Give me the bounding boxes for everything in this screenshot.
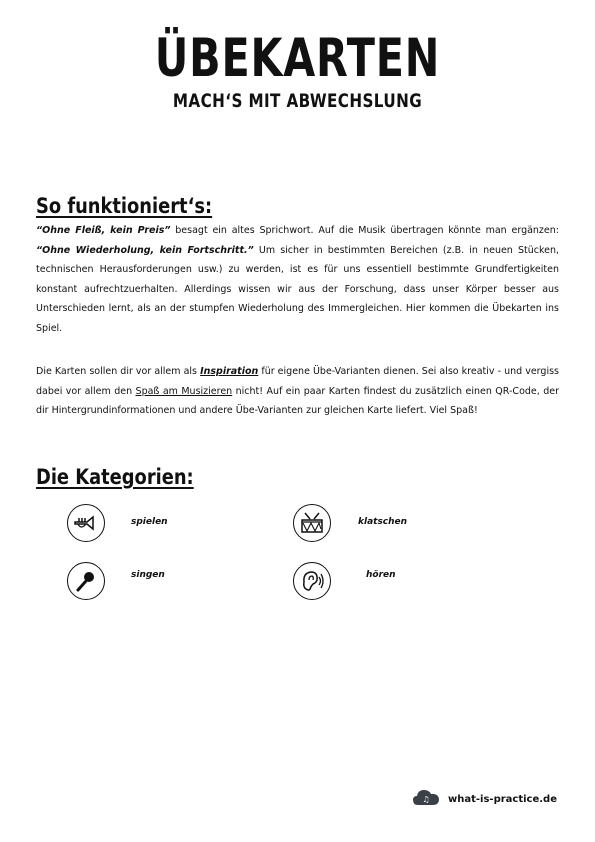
category-label-spielen: spielen	[131, 517, 168, 527]
cloud-music-icon	[412, 788, 440, 811]
inspiration-emphasis: Inspiration	[200, 366, 259, 377]
ear-icon	[293, 562, 331, 600]
intro-paragraph-1	[36, 221, 559, 338]
paragraph-text: nicht! Auf ein paar Karten findest du zusätzlich einen QR-Code, der dir Hintergrundinformationen und andere Übe-Varianten zur gleichen Karte liefert. Viel Spaß!	[36, 385, 559, 416]
svg-text:♫: ♫	[422, 795, 430, 804]
microphone-icon	[67, 562, 105, 600]
footer	[412, 788, 557, 811]
intro-paragraph-2	[36, 362, 559, 421]
category-label-singen: singen	[131, 570, 165, 580]
section-heading-how-it-works: So funktioniert‘s:	[36, 194, 213, 218]
section-heading-categories: Die Kategorien:	[36, 465, 194, 489]
paragraph-text: Um sicher in bestimmten Bereichen (z.B. in neuen Stücken, technischen Herausforderungen usw.) zu werden, ist es für uns essentiell bestimmte Grundfertigkeiten konstant aufrechtzuerhalten. Allerdings wissen wir aus der Forschung, dass unser Körper besser aus Unterschieden lernt, als an der stumpfen Wiederholung des Immergleichen. Hier kommen die Übekarten ins Spiel.	[36, 244, 560, 334]
category-label-klatschen: klatschen	[358, 517, 408, 527]
website-label: what-is-practice.de	[448, 794, 557, 805]
page-subtitle: MACH‘S MIT ABWECHSLUNG	[172, 90, 423, 112]
quote-ohne-fleiss: “Ohne Fleiß, kein Preis”	[36, 225, 171, 236]
quote-ohne-wiederholung: “Ohne Wiederholung, kein Fortschritt.”	[36, 244, 254, 256]
category-label-hoeren: hören	[366, 570, 396, 580]
paragraph-text: Die Karten sollen dir vor allem als	[36, 366, 201, 377]
trumpet-icon	[67, 504, 105, 542]
paragraph-text: für eigene Übe-Varianten dienen. Sei also kreativ - und vergiss dabei vor allem den	[36, 366, 559, 397]
spass-emphasis: Spaß am Musizieren	[135, 385, 233, 397]
paragraph-text: besagt ein altes Sprichwort. Auf die Musik übertragen könnte man ergänzen:	[170, 225, 559, 236]
drum-icon	[293, 504, 331, 542]
page-title: ÜBEKARTEN	[154, 28, 441, 89]
